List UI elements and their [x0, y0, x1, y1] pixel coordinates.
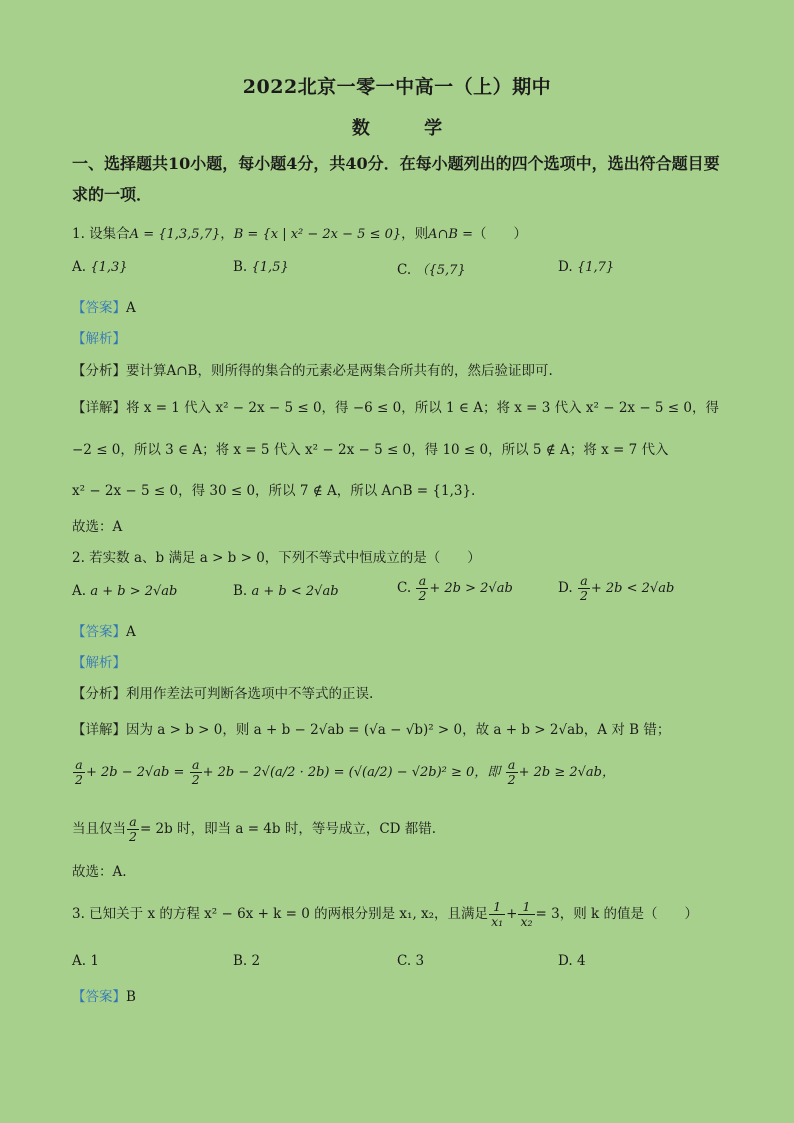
q1-answer: 【答案】A [72, 300, 136, 316]
q2-answer: 【答案】A [72, 624, 136, 640]
q3-option-a: A. 1 [72, 953, 99, 969]
q1-detail-line-3: x² − 2x − 5 ≤ 0，得 30 ≤ 0，所以 7 ∉ A，所以 A∩B = {1,3}. [72, 483, 476, 499]
q1-option-c: C. （{5,7} [397, 262, 466, 278]
q3-option-b: B. 2 [233, 953, 261, 969]
q2-fenxi: 【分析】利用作差法可判断各选项中不等式的正误. [72, 686, 374, 702]
q3-answer: 【答案】B [72, 989, 136, 1005]
q2-option-c: C. $\frac{a}{2}$ + 2b > 2√ab [397, 573, 513, 603]
q1-detail-line-2: −2 ≤ 0，所以 3 ∈ A；将 x = 5 代入 x² − 2x − 5 ≤ 0，得 10 ≤ 0，所以 5 ∉ A；将 x = 7 代入 [72, 442, 669, 458]
q1-option-d: D. {1,7} [558, 259, 615, 275]
q1-choose: 故选：A [72, 519, 123, 535]
section-heading: 一、选择题共10小题，每小题4分，共40分．在每小题列出的四个选项中，选出符合题目要求的一项． [72, 154, 720, 204]
q1-option-a: A. {1,3} [72, 259, 128, 275]
question-3-stem: 3. 已知关于 x 的方程 x² − 6x + k = 0 的两根分别是 x₁, x₂，且满足 $\frac{1}{\text{x₁}}$ + $\frac{1}{\text{x₂}}$ = 3，则 k 的值是（ ） [72, 899, 698, 929]
q2-detail-line-2: $\frac{a}{2}$ + 2b − 2√ab = $\frac{a}{2}$ + 2b − 2√(a/2 · 2b) = (√(a/2) − √2b)² ≥ 0，即 $\frac{a}{2}$ + 2b ≥ 2√ab， [75, 757, 615, 787]
q1-fenxi: 【分析】要计算A∩B，则所得的集合的元素必是两集合所共有的，然后验证即可. [72, 363, 553, 379]
question-2-stem: 2. 若实数 a、b 满足 a > b > 0，下列不等式中恒成立的是（ ） [72, 550, 481, 566]
q2-option-a: A. a + b > 2√ab [72, 583, 178, 599]
q1-analysis-tag: 【解析】 [72, 331, 126, 347]
q1-detail-line-1: 【详解】将 x = 1 代入 x² − 2x − 5 ≤ 0，得 −6 ≤ 0，所以 1 ∈ A；将 x = 3 代入 x² − 2x − 5 ≤ 0，得 [72, 400, 719, 416]
q2-option-d: D. $\frac{a}{2}$ + 2b < 2√ab [558, 573, 675, 603]
page-title: 2022北京一零一中高一（上）期中 [242, 76, 552, 98]
q2-detail-line-1: 【详解】因为 a > b > 0，则 a + b − 2√ab = (√a − √b)² > 0，故 a + b > 2√ab，A 对 B 错； [72, 722, 671, 738]
question-1-stem: 1. 设集合A = {1,3,5,7}，B = {x | x² − 2x − 5 ≤ 0}，则A∩B =（ ） [72, 226, 527, 242]
q2-option-b: B. a + b < 2√ab [233, 583, 339, 599]
q2-choose: 故选：A. [72, 864, 127, 880]
q1-option-b: B. {1,5} [233, 259, 289, 275]
subject-title: 数 学 [351, 118, 467, 139]
q2-detail-line-3: 当且仅当 $\frac{a}{2}$ = 2b 时，即当 a = 4b 时，等号成立，CD 都错. [72, 814, 437, 844]
q3-option-d: D. 4 [558, 953, 586, 969]
q3-option-c: C. 3 [397, 953, 425, 969]
q2-analysis-tag: 【解析】 [72, 655, 126, 671]
